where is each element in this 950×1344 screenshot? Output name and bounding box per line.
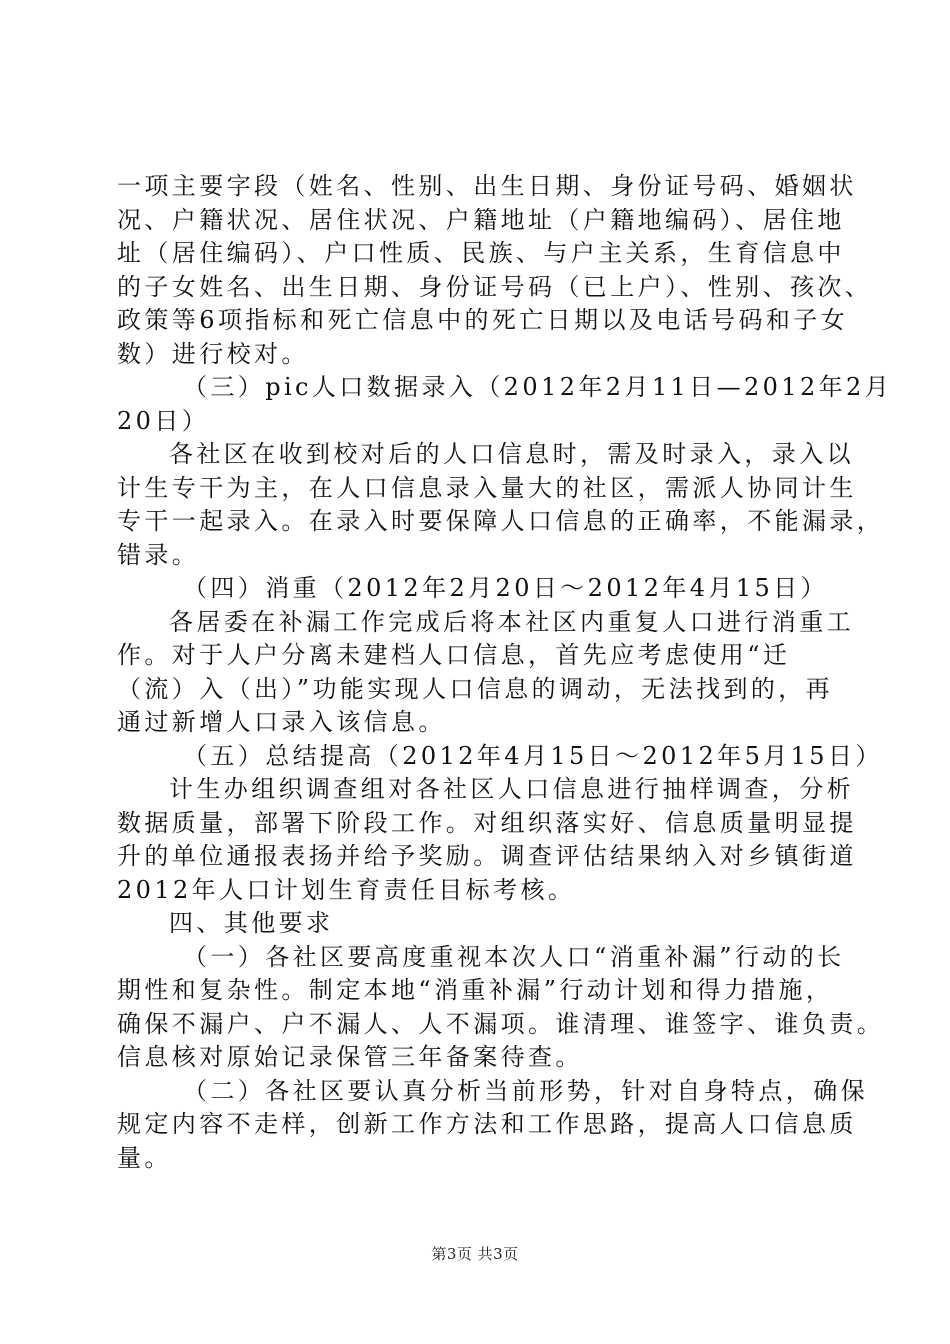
chapter-heading-other-requirements: 四、其他要求: [169, 909, 334, 937]
text-line: 错录。: [117, 540, 200, 569]
paragraph-start: （一）各社区要高度重视本次人口“消重补漏”行动的长: [183, 942, 845, 971]
page-number-footer: 第3页 共3页: [431, 1245, 519, 1263]
text-line: 量。: [117, 1143, 172, 1172]
text-line: 20日）: [117, 406, 210, 435]
text-line: 数）进行校对。: [117, 339, 309, 368]
text-line: 政策等6项指标和死亡信息中的死亡日期以及电话号码和子女: [117, 306, 849, 334]
section-heading-5: （五）总结提高（2012年4月15日～2012年5月15日）: [183, 741, 883, 770]
paragraph-start: 各居委在补漏工作完成后将本社区内重复人口进行消重工: [169, 607, 854, 636]
section-heading-4: （四）消重（2012年2月20日～2012年4月15日）: [183, 574, 828, 602]
text-line: 通过新增人口录入该信息。: [117, 708, 446, 736]
text-line: 一项主要字段（姓名、性别、出生日期、身份证号码、婚姻状: [117, 172, 857, 200]
text-line: 规定内容不走样，创新工作方法和工作思路，提高人口信息质: [117, 1110, 857, 1138]
text-line: 址（居住编码）、户口性质、民族、与户主关系，生育信息中: [117, 239, 845, 267]
text-line: 升的单位通报表扬并给予奖励。调查评估结果纳入对乡镇街道: [117, 842, 857, 870]
text-line: 期性和复杂性。制定本地“消重补漏”行动计划和得力措施，: [117, 976, 834, 1004]
text-line: 专干一起录入。在录入时要保障人口信息的正确率，不能漏录，: [117, 507, 885, 535]
text-line: 2012年人口计划生育责任目标考核。: [117, 875, 576, 904]
text-line: 的子女姓名、出生日期、身份证号码（已上户）、性别、孩次、: [117, 272, 873, 301]
text-line: 计生专干为主，在人口信息录入量大的社区，需派人协同计生: [117, 473, 857, 502]
text-line: 确保不漏户、户不漏人、人不漏项。谁清理、谁签字、谁负责。: [117, 1009, 885, 1038]
text-line: 作。对于人户分离未建档人口信息，首先应考虑使用“迁: [117, 641, 791, 669]
paragraph-start: 各社区在收到校对后的人口信息时，需及时录入，录入以: [169, 440, 854, 468]
text-line: （流）入（出）”功能实现人口信息的调动，无法找到的，再: [117, 674, 834, 703]
text-line: 信息核对原始记录保管三年备案待查。: [117, 1043, 583, 1071]
text-line: 况、户籍状况、居住状况、户籍地址（户籍地编码）、居住地: [117, 205, 845, 234]
text-line: 数据质量，部署下阶段工作。对组织落实好、信息质量明显提: [117, 808, 857, 837]
paragraph-start: 计生办组织调查组对各社区人口信息进行抽样调查，分析: [169, 775, 854, 803]
document-body: [117, 170, 893, 1175]
section-heading-3: （三）pic人口数据录入（2012年2月11日—2012年2月: [183, 373, 893, 401]
paragraph-start: （二）各社区要认真分析当前形势，针对自身特点，确保: [183, 1076, 868, 1105]
